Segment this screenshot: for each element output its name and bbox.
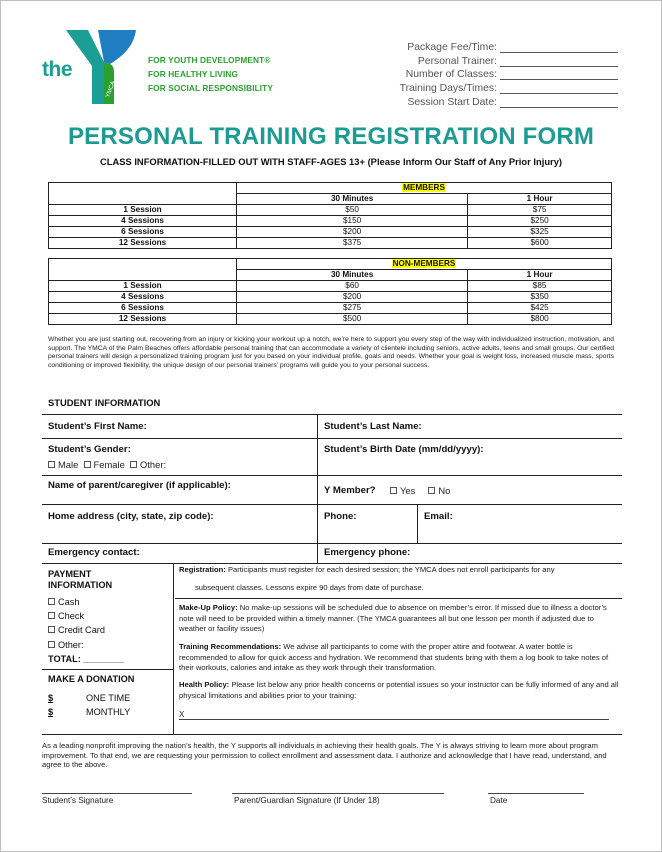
last-name-field[interactable] bbox=[318, 415, 622, 438]
payment-other-option[interactable] bbox=[48, 640, 84, 650]
session-count: 1 Session bbox=[49, 205, 237, 216]
admin-row[interactable] bbox=[368, 67, 618, 81]
student-signature-line[interactable] bbox=[42, 793, 192, 794]
donation-monthly[interactable] bbox=[48, 707, 130, 717]
price-60: $250 bbox=[468, 216, 612, 227]
last-name-label: Student’s Last Name: bbox=[324, 421, 422, 432]
gender-field bbox=[42, 439, 318, 475]
table-row bbox=[49, 292, 612, 303]
address-field[interactable] bbox=[42, 505, 318, 543]
payment-heading-2: INFORMATION bbox=[48, 580, 113, 590]
training-text: We advise all participants to come with the proper attire and footwear. A water bottle is recommended to allow for quick access and hydration. We recommend that students bring with them a log book to take notes of their workouts, calories and intake as they work through their transformation. bbox=[179, 642, 609, 673]
form-row bbox=[42, 544, 622, 564]
tagline-2: FOR HEALTHY LIVING bbox=[148, 69, 238, 79]
payment-check-option[interactable] bbox=[48, 611, 84, 621]
registration-text-2: subsequent classes. Lessons expire 90 days from date of purchase. bbox=[195, 583, 424, 592]
price-30: $375 bbox=[237, 238, 468, 249]
birth-date-label: Student’s Birth Date (mm/dd/yyyy): bbox=[324, 444, 484, 455]
other-checkbox[interactable] bbox=[130, 461, 137, 468]
makeup-title: Make-Up Policy: bbox=[179, 603, 238, 612]
check-label: Check bbox=[58, 611, 85, 621]
female-label: Female bbox=[93, 459, 125, 470]
page-title: PERSONAL TRAINING REGISTRATION FORM bbox=[67, 123, 595, 150]
price-60: $600 bbox=[468, 238, 612, 249]
donation-one-time[interactable] bbox=[48, 693, 130, 703]
makeup-text: No make-up sessions will be scheduled due to absence on member’s error. If missed due to illness a doctor’s note will need to be provided within a timely manner. (The YMCA guarantees all but one lesson per month if adjusted due to weather or facility issues) bbox=[179, 603, 607, 634]
admin-label: Number of Classes: bbox=[405, 69, 497, 81]
x-mark: X bbox=[179, 710, 185, 719]
health-policy bbox=[179, 680, 619, 701]
y-member-field bbox=[318, 476, 622, 504]
student-form bbox=[42, 414, 622, 558]
form-row bbox=[42, 439, 622, 476]
price-60: $85 bbox=[468, 281, 612, 292]
no-checkbox[interactable] bbox=[428, 487, 435, 494]
form-row bbox=[42, 415, 622, 439]
table-row bbox=[49, 227, 612, 238]
gender-male-option[interactable] bbox=[48, 459, 78, 470]
admin-line[interactable] bbox=[500, 71, 618, 80]
members-label: MEMBERS bbox=[403, 183, 445, 192]
emergency-phone-label: Emergency phone: bbox=[324, 547, 411, 558]
table-row bbox=[49, 205, 612, 216]
y-member-yes-option[interactable] bbox=[390, 485, 415, 496]
health-title: Health Policy: bbox=[179, 680, 230, 689]
no-label: No bbox=[438, 485, 451, 496]
session-count: 6 Sessions bbox=[49, 227, 237, 238]
price-30: $200 bbox=[237, 292, 468, 303]
col-30min: 30 Minutes bbox=[237, 270, 468, 281]
y-member-label: Y Member? bbox=[324, 485, 376, 496]
tagline-3: FOR SOCIAL RESPONSIBILITY bbox=[148, 83, 273, 93]
price-30: $60 bbox=[237, 281, 468, 292]
credit-label: Credit Card bbox=[58, 625, 105, 635]
donation-heading: MAKE A DONATION bbox=[48, 674, 135, 684]
registration-text-1: Participants must register for each desired session; the YMCA does not enroll participants for any bbox=[225, 565, 555, 574]
admin-fields bbox=[368, 39, 618, 108]
cash-label: Cash bbox=[58, 597, 80, 607]
logo-ymca-text: YMCA bbox=[105, 80, 117, 99]
gender-options bbox=[48, 459, 166, 470]
address-label: Home address (city, state, zip code): bbox=[48, 511, 214, 522]
logo-the: the bbox=[42, 58, 72, 81]
credit-checkbox[interactable] bbox=[48, 626, 55, 633]
price-60: $800 bbox=[468, 314, 612, 325]
nonmembers-label: NON-MEMBERS bbox=[392, 259, 456, 268]
divider bbox=[175, 598, 622, 599]
date-label: Date bbox=[490, 796, 508, 805]
col-1hour: 1 Hour bbox=[468, 194, 612, 205]
gender-label: Student’s Gender: bbox=[48, 444, 131, 455]
table-row bbox=[49, 216, 612, 227]
payment-cash-option[interactable] bbox=[48, 597, 79, 607]
student-info-heading: STUDENT INFORMATION bbox=[48, 397, 161, 408]
cash-checkbox[interactable] bbox=[48, 598, 55, 605]
admin-label: Session Start Date: bbox=[407, 96, 497, 108]
contact-fields bbox=[318, 505, 622, 543]
price-30: $500 bbox=[237, 314, 468, 325]
y-member-options bbox=[390, 485, 450, 496]
email-field[interactable] bbox=[418, 505, 622, 543]
price-60: $350 bbox=[468, 292, 612, 303]
nonmembers-price-table bbox=[48, 258, 612, 325]
male-checkbox[interactable] bbox=[48, 461, 55, 468]
health-text: Please list below any prior health concerns or potential issues so your instructor can be fully informed of any and all physical limitations and abilities prior to your training: bbox=[179, 680, 619, 700]
price-30: $275 bbox=[237, 303, 468, 314]
price-30: $200 bbox=[237, 227, 468, 238]
emergency-contact-label: Emergency contact: bbox=[48, 547, 140, 558]
table-row bbox=[49, 314, 612, 325]
col-30min: 30 Minutes bbox=[237, 194, 468, 205]
price-60: $325 bbox=[468, 227, 612, 238]
policies bbox=[175, 563, 622, 735]
dollar-sign: $ bbox=[48, 707, 54, 717]
members-price-table bbox=[48, 182, 612, 249]
other-payment-checkbox[interactable] bbox=[48, 641, 55, 648]
gender-other-option[interactable] bbox=[130, 459, 166, 470]
health-concerns-input[interactable] bbox=[179, 711, 609, 720]
col-1hour: 1 Hour bbox=[468, 270, 612, 281]
other-label: Other: bbox=[140, 459, 167, 470]
admin-line[interactable] bbox=[500, 44, 618, 53]
form-row bbox=[42, 476, 622, 505]
price-30: $50 bbox=[237, 205, 468, 216]
admin-row[interactable] bbox=[368, 94, 618, 108]
date-line[interactable] bbox=[488, 793, 584, 794]
y-mark-icon bbox=[64, 24, 144, 106]
yes-checkbox[interactable] bbox=[390, 487, 397, 494]
registration-policy bbox=[179, 565, 619, 576]
ymca-logo bbox=[38, 24, 288, 106]
parent-name-field[interactable] bbox=[42, 476, 318, 504]
table-row bbox=[49, 303, 612, 314]
table-row bbox=[49, 238, 612, 249]
footer-consent: As a leading nonprofit improving the nation’s health, the Y supports all individuals in achieving their health goals. The Y is always striving to learn more about program improvement. To that end, we are requesting your permission to collect enrollment and assessment data. I authorize and acknowledge that I have read, understand, and agree to the above. bbox=[42, 741, 607, 770]
birth-date-field[interactable] bbox=[318, 439, 622, 475]
tagline-1: FOR YOUTH DEVELOPMENT® bbox=[148, 55, 271, 65]
gender-female-option[interactable] bbox=[84, 459, 125, 470]
dollar-sign: $ bbox=[48, 693, 54, 703]
yes-label: Yes bbox=[400, 485, 416, 496]
admin-label: Package Fee/Time: bbox=[407, 41, 497, 53]
phone-field[interactable] bbox=[318, 505, 418, 543]
admin-line[interactable] bbox=[500, 85, 618, 94]
first-name-field[interactable] bbox=[42, 415, 318, 438]
payment-info bbox=[42, 563, 174, 735]
price-30: $150 bbox=[237, 216, 468, 227]
phone-label: Phone: bbox=[324, 511, 357, 522]
admin-line[interactable] bbox=[500, 58, 618, 67]
payment-section bbox=[42, 563, 622, 735]
registration-title: Registration: bbox=[179, 565, 226, 574]
session-count: 1 Session bbox=[49, 281, 237, 292]
admin-line[interactable] bbox=[500, 99, 618, 108]
email-label: Email: bbox=[424, 511, 453, 522]
monthly-label: MONTHLY bbox=[86, 707, 131, 717]
page-subtitle: CLASS INFORMATION-FILLED OUT WITH STAFF-AGES 13+ (Please Inform Our Staff of Any Prior Injury) bbox=[99, 156, 563, 167]
first-name-label: Student’s First Name: bbox=[48, 421, 147, 432]
training-title: Training Recommendations: bbox=[179, 642, 282, 651]
price-60: $75 bbox=[468, 205, 612, 216]
admin-label: Personal Trainer: bbox=[417, 55, 497, 67]
parent-signature-label: Parent/Guardian Signature (If Under 18) bbox=[234, 796, 380, 805]
emergency-phone-field[interactable] bbox=[318, 544, 622, 563]
price-60: $425 bbox=[468, 303, 612, 314]
session-count: 12 Sessions bbox=[49, 314, 237, 325]
intro-paragraph: Whether you are just starting out, recovering from an injury or kicking your workout up a notch, we’re here to support you every step of the way with individualized instruction, motivation, and support. The YMCA of the Palm Beaches offers affordable personal training that can accommodate a variety of clientele including seniors, active adults, teens and small groups. Our certified personal trainers will design a personalized training program just for you based on your individual profile, goals and needs. Whether your goal is weight loss, increased muscle mass, sports conditioning or improved flexibility, the unique design of our personal trainers’ programs will guide you to your personal success. bbox=[48, 336, 614, 370]
makeup-policy bbox=[179, 603, 619, 635]
payment-total[interactable]: TOTAL: ________ bbox=[48, 654, 125, 664]
admin-label: Training Days/Times: bbox=[399, 83, 497, 95]
session-count: 6 Sessions bbox=[49, 303, 237, 314]
male-label: Male bbox=[58, 459, 79, 470]
admin-row[interactable] bbox=[368, 80, 618, 94]
check-checkbox[interactable] bbox=[48, 612, 55, 619]
table-row bbox=[49, 281, 612, 292]
divider bbox=[42, 669, 174, 670]
one-time-label: ONE TIME bbox=[86, 693, 131, 703]
parent-label: Name of parent/caregiver (if applicable): bbox=[48, 480, 231, 491]
emergency-contact-field[interactable] bbox=[42, 544, 318, 563]
session-count: 4 Sessions bbox=[49, 216, 237, 227]
payment-credit-option[interactable] bbox=[48, 625, 105, 635]
female-checkbox[interactable] bbox=[84, 461, 91, 468]
admin-row[interactable] bbox=[368, 39, 618, 53]
session-count: 12 Sessions bbox=[49, 238, 237, 249]
student-signature-label: Student’s Signature bbox=[42, 796, 114, 805]
parent-signature-line[interactable] bbox=[232, 793, 444, 794]
training-recommendations bbox=[179, 642, 619, 674]
other-payment-label: Other: bbox=[58, 640, 84, 650]
y-member-no-option[interactable] bbox=[428, 485, 450, 496]
form-row bbox=[42, 505, 622, 544]
payment-heading-1: PAYMENT bbox=[48, 569, 92, 579]
session-count: 4 Sessions bbox=[49, 292, 237, 303]
admin-row[interactable] bbox=[368, 53, 618, 67]
